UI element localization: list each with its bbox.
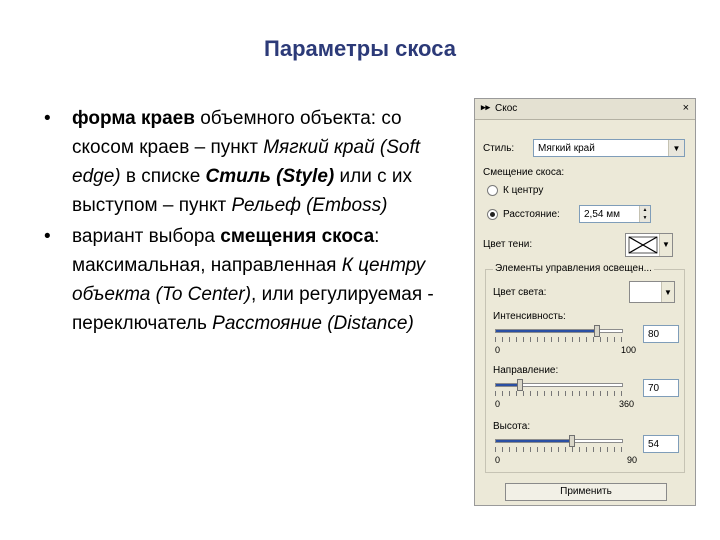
close-icon[interactable]: ×: [682, 102, 689, 114]
shadow-color-label: Цвет тени:: [483, 239, 533, 250]
height-slider-fill: [496, 440, 572, 442]
slider-ticks: [495, 337, 623, 342]
spin-arrows-icon[interactable]: ▲ ▼: [639, 206, 650, 222]
to-center-radio[interactable]: [487, 185, 498, 196]
double-arrow-right-icon[interactable]: ▸▸: [481, 102, 491, 112]
direction-min-label: 0: [495, 399, 501, 409]
lighting-group-label: Элементы управления освещен...: [495, 263, 652, 274]
chevron-down-icon[interactable]: ▼: [668, 140, 684, 156]
direction-slider-thumb[interactable]: [517, 379, 523, 391]
light-color-picker[interactable]: [629, 281, 675, 303]
to-center-label: К центру: [503, 185, 544, 196]
bullet-text-bold: смещения скоса: [220, 226, 375, 247]
bullet-text-italic: Мягкий край (Soft edge): [72, 137, 421, 187]
chevron-down-icon[interactable]: ▼: [661, 282, 674, 302]
direction-slider-track[interactable]: [495, 383, 623, 387]
bullet-text-italic: Рельеф (Emboss): [231, 195, 388, 216]
bullet-text: вариант выбора: [72, 226, 221, 247]
intensity-slider-fill: [496, 330, 597, 332]
no-color-swatch-icon: [626, 234, 660, 256]
bevel-docker: [474, 98, 696, 506]
offset-label: Смещение скоса:: [483, 167, 565, 178]
height-max-label: 90: [627, 455, 638, 465]
direction-label: Направление:: [493, 365, 559, 376]
distance-radio[interactable]: [487, 209, 498, 220]
shadow-color-picker[interactable]: [625, 233, 673, 257]
height-slider-thumb[interactable]: [569, 435, 575, 447]
light-color-label: Цвет света:: [493, 287, 547, 298]
intensity-value: 80: [648, 329, 660, 340]
bullet-text-bold-italic: Стиль (Style): [205, 166, 335, 187]
intensity-slider-track[interactable]: [495, 329, 623, 333]
slider-ticks: [495, 391, 623, 396]
intensity-slider-thumb[interactable]: [594, 325, 600, 337]
bullet-text-italic: К центру объекта (To Center): [72, 255, 426, 305]
direction-value: 70: [648, 383, 660, 394]
style-label: Стиль:: [483, 143, 515, 154]
direction-max-label: 360: [619, 399, 635, 409]
slider-ticks: [495, 447, 623, 452]
height-label: Высота:: [493, 421, 531, 432]
intensity-min-label: 0: [495, 345, 501, 355]
intensity-max-label: 100: [621, 345, 637, 355]
bullet-text: в списке: [120, 166, 206, 187]
bullet-text: : максимальная, направленная: [72, 226, 380, 276]
style-select-value: Мягкий край: [538, 143, 595, 154]
bullet-text: , или регулируемая - переключатель: [72, 284, 434, 334]
direction-input[interactable]: [643, 379, 679, 397]
docker-header: [475, 99, 695, 120]
bullet-marker: •: [44, 108, 51, 129]
bullet-item: [40, 104, 460, 220]
bullet-marker: •: [44, 226, 51, 247]
height-input[interactable]: [643, 435, 679, 453]
chevron-down-icon[interactable]: ▼: [659, 234, 672, 256]
bullet-item: [40, 222, 460, 338]
height-min-label: 0: [495, 455, 501, 465]
height-value: 54: [648, 439, 660, 450]
bullet-text: объемного объекта: со скосом краев – пункт: [72, 108, 402, 158]
bullet-text-bold: форма краев: [72, 108, 195, 129]
bullet-text: или с их выступом – пункт: [72, 166, 412, 216]
docker-title: Скос: [495, 103, 518, 114]
intensity-input[interactable]: [643, 325, 679, 343]
distance-input[interactable]: [579, 205, 651, 223]
bullet-list: [40, 104, 460, 340]
style-select[interactable]: [533, 139, 685, 157]
bullet-text-italic: Расстояние (Distance): [212, 313, 414, 334]
distance-value: 2,54 мм: [584, 209, 620, 220]
apply-button[interactable]: Применить: [505, 483, 667, 501]
intensity-label: Интенсивность:: [493, 311, 566, 322]
height-slider-track[interactable]: [495, 439, 623, 443]
slide-title: Параметры скоса: [264, 36, 456, 61]
distance-label: Расстояние:: [503, 209, 560, 220]
